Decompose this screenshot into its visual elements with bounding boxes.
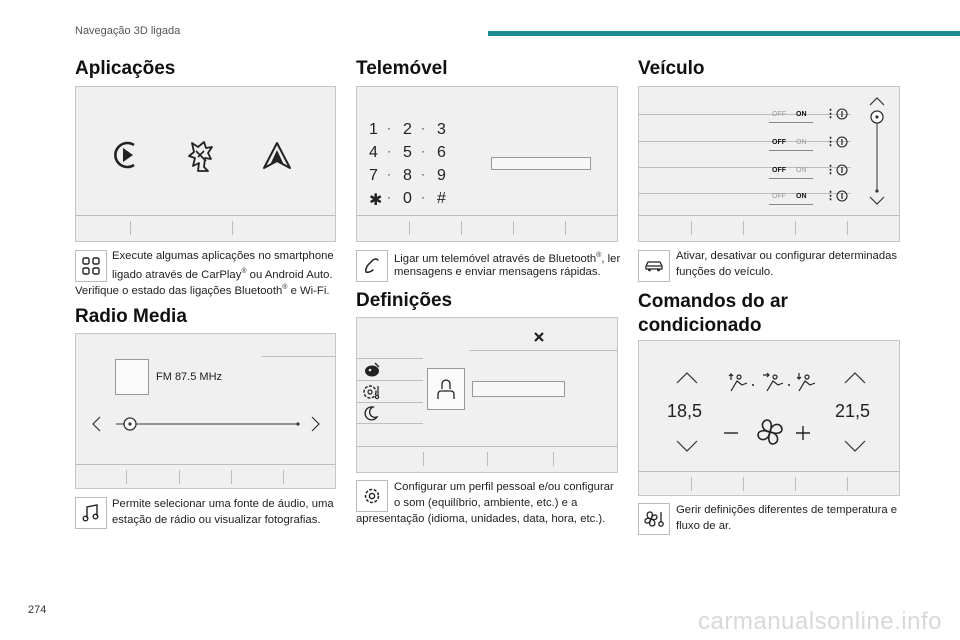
profile-person-icon xyxy=(435,377,457,401)
close-icon[interactable] xyxy=(533,331,545,343)
temp-left-down-icon[interactable] xyxy=(675,439,699,453)
ar-desc-2: fluxo de ar. xyxy=(676,520,732,532)
telemovel-heading: Telemóvel xyxy=(356,58,448,79)
toggle-off-label[interactable]: OFF xyxy=(772,193,786,200)
keypad-key[interactable]: 6 xyxy=(437,144,446,161)
more-options-icon[interactable]: ⋮ xyxy=(825,190,836,202)
keypad-separator: · xyxy=(387,121,391,135)
palette-icon[interactable] xyxy=(363,362,381,378)
veiculo-heading: Veículo xyxy=(638,58,705,79)
aplicacoes-screen xyxy=(75,86,336,242)
keypad-separator: · xyxy=(387,190,391,204)
temp-left-value: 18,5 xyxy=(667,401,703,421)
definicoes-desc-3: apresentação (idioma, unidades, data, hora, etc.). xyxy=(356,513,606,525)
toggle-on-label[interactable]: ON xyxy=(796,111,807,118)
definicoes-screen xyxy=(356,317,618,473)
keypad-separator: · xyxy=(421,167,425,181)
music-note-icon xyxy=(75,497,107,529)
ar-screen xyxy=(638,340,900,496)
definicoes-desc-1: Configurar um perfil pessoal e/ou configurar xyxy=(394,481,614,493)
aplicacoes-desc-2: ligado através de CarPlay® ou Android Auto. xyxy=(112,268,333,281)
keypad-key[interactable]: 7 xyxy=(369,167,378,184)
fan-speed-icon[interactable] xyxy=(755,417,785,447)
keypad-key[interactable]: 4 xyxy=(369,144,378,161)
toggle-off-label[interactable]: OFF xyxy=(772,111,786,118)
night-mode-moon-icon[interactable] xyxy=(363,405,379,421)
keypad-key[interactable]: 3 xyxy=(437,121,446,138)
keypad-separator: · xyxy=(387,167,391,181)
radio-heading: Radio Media xyxy=(75,306,187,327)
airflow-distribution-icon[interactable] xyxy=(727,371,815,393)
more-options-icon[interactable]: ⋮ xyxy=(825,108,836,120)
radio-desc-1: Permite selecionar uma fonte de áudio, uma xyxy=(112,498,334,510)
vehicle-scroll-slider[interactable] xyxy=(866,95,888,207)
ar-heading: Comandos do ar condicionado xyxy=(638,291,788,336)
veiculo-desc-1: Ativar, desativar ou configurar determinadas xyxy=(676,250,898,262)
radio-station-label: FM 87.5 MHz xyxy=(156,371,223,383)
temp-left-up-icon[interactable] xyxy=(675,371,699,385)
veiculo-screen xyxy=(638,86,900,242)
settings-gear-icon xyxy=(356,480,388,512)
telemovel-desc-2: mensagens e enviar mensagens rápidas. xyxy=(394,266,601,278)
carplay-icon[interactable] xyxy=(112,139,140,171)
more-options-icon[interactable]: ⋮ xyxy=(825,164,836,176)
keypad-key[interactable]: # xyxy=(437,190,446,207)
definicoes-desc-2: o som (equilíbrio, ambiente, etc.) e a xyxy=(394,497,578,509)
telemovel-desc-1: Ligar um telemóvel através de Bluetooth®, ler xyxy=(394,252,621,265)
temp-right-value: 21,5 xyxy=(835,401,871,421)
temp-right-down-icon[interactable] xyxy=(843,439,867,453)
keypad-separator: · xyxy=(421,121,425,135)
page-number: 274 xyxy=(28,604,47,616)
ar-desc-1: Gerir definições diferentes de temperatura e xyxy=(676,504,898,516)
keypad-key[interactable]: 5 xyxy=(403,144,412,161)
keypad-key[interactable]: ✱ xyxy=(369,192,383,209)
definicoes-heading: Definições xyxy=(356,290,453,311)
keypad-key[interactable]: 8 xyxy=(403,167,412,184)
keypad-separator: · xyxy=(387,144,391,158)
keypad-key[interactable]: 0 xyxy=(403,190,412,207)
phone-icon xyxy=(356,250,388,282)
keypad-key[interactable]: 2 xyxy=(403,121,412,138)
fan-decrease-icon[interactable] xyxy=(723,425,739,441)
keypad-separator: · xyxy=(421,144,425,158)
more-options-icon[interactable]: ⋮ xyxy=(825,136,836,148)
frequency-slider[interactable] xyxy=(90,414,322,434)
sound-settings-icon[interactable] xyxy=(361,382,383,402)
temp-right-up-icon[interactable] xyxy=(843,371,867,385)
android-auto-icon[interactable] xyxy=(262,141,292,171)
album-art-placeholder xyxy=(115,359,149,395)
fan-temperature-icon xyxy=(638,503,670,535)
apps-grid-icon xyxy=(75,250,107,282)
fan-increase-icon[interactable] xyxy=(795,425,811,441)
keypad-separator: · xyxy=(421,190,425,204)
keypad-key[interactable]: 1 xyxy=(369,121,378,138)
info-icon[interactable] xyxy=(836,108,848,120)
header-accent-bar xyxy=(488,31,960,36)
car-icon xyxy=(638,250,670,282)
running-header: Navegação 3D ligada xyxy=(75,25,181,37)
peugeot-lion-icon[interactable] xyxy=(184,139,218,173)
info-icon[interactable] xyxy=(836,190,848,202)
veiculo-desc-2: funções do veículo. xyxy=(676,266,774,278)
toggle-on-label[interactable]: ON xyxy=(796,167,807,174)
radio-screen xyxy=(75,333,336,489)
watermark: carmanualsonline.info xyxy=(698,608,942,635)
info-icon[interactable] xyxy=(836,164,848,176)
aplicacoes-heading: Aplicações xyxy=(75,58,176,79)
toggle-off-label[interactable]: OFF xyxy=(772,167,786,174)
aplicacoes-desc-3: Verifique o estado das ligações Bluetooth® e Wi-Fi. xyxy=(75,284,330,297)
aplicacoes-desc-1: Execute algumas aplicações no smartphone xyxy=(112,250,334,262)
phone-number-field[interactable] xyxy=(491,157,591,170)
info-icon[interactable] xyxy=(836,136,848,148)
telemovel-screen xyxy=(356,86,618,242)
keypad-key[interactable]: 9 xyxy=(437,167,446,184)
profile-avatar[interactable] xyxy=(427,368,465,410)
profile-name-field[interactable] xyxy=(472,381,565,397)
toggle-on-label[interactable]: ON xyxy=(796,139,807,146)
toggle-off-label[interactable]: OFF xyxy=(772,139,786,146)
radio-desc-2: estação de rádio ou visualizar fotografias. xyxy=(112,514,321,526)
toggle-on-label[interactable]: ON xyxy=(796,193,807,200)
